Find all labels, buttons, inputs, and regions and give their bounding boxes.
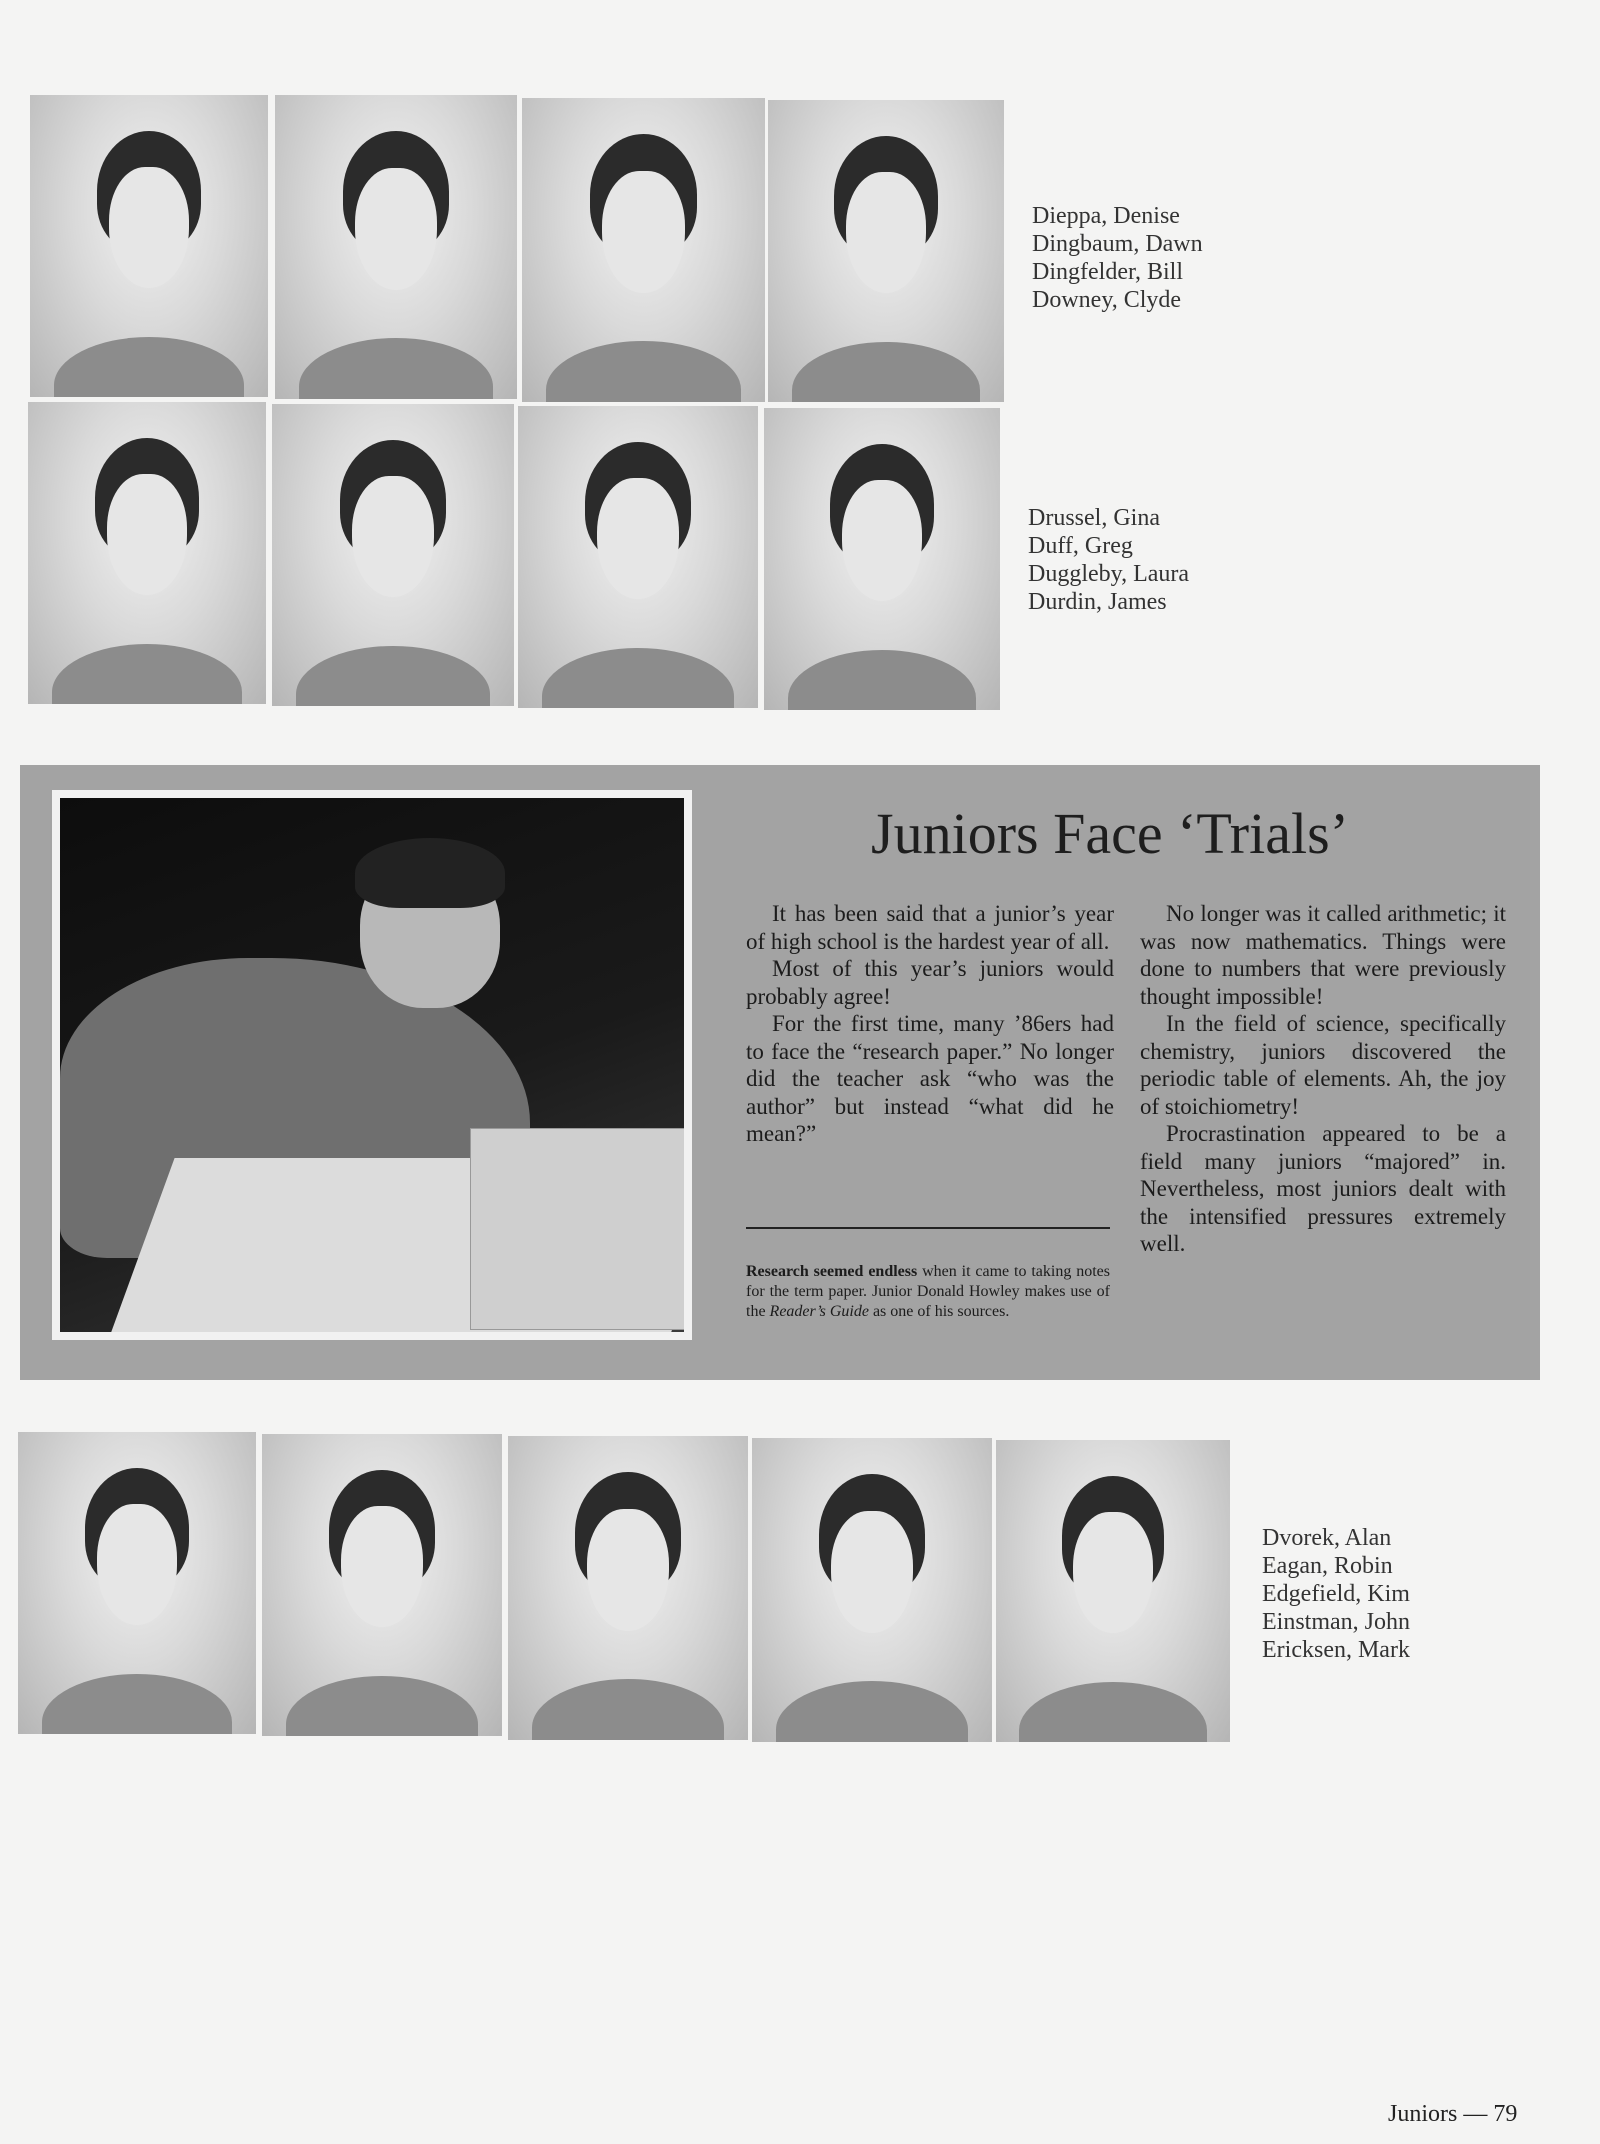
name-label: Durdin, James xyxy=(1028,589,1167,615)
name-label: Dieppa, Denise xyxy=(1032,203,1180,229)
article-paragraph: Most of this year’s juniors would probably agree! xyxy=(746,956,1114,1009)
portrait-drussel-gina xyxy=(28,402,266,704)
feature-photo xyxy=(52,790,692,1340)
row-1-names xyxy=(1032,202,1203,314)
name-label: Drussel, Gina xyxy=(1028,505,1160,531)
portrait-dingfelder-bill xyxy=(522,98,765,402)
portrait-eagan-robin xyxy=(262,1434,502,1736)
article-paragraph: It has been said that a junior’s year of high school is the hardest year of all. xyxy=(746,901,1114,954)
caption-italic: Reader’s Guide xyxy=(769,1303,869,1320)
portrait-ericksen-mark xyxy=(996,1440,1230,1742)
name-label: Einstman, John xyxy=(1262,1609,1410,1635)
article-paragraph: Procrastination appeared to be a field many juniors “majored” in. Nevertheless, most juniors dealt with the intensified pressures extremely well. xyxy=(1140,1121,1506,1256)
page-folio: Juniors — 79 xyxy=(1388,2101,1518,2127)
name-label: Dingfelder, Bill xyxy=(1032,259,1184,285)
name-label: Dvorek, Alan xyxy=(1262,1525,1392,1551)
portrait-dieppa-denise xyxy=(30,95,268,397)
caption-text: when it came to taking notes for the term paper. Junior Donald Howley makes use of the xyxy=(746,1263,1110,1320)
portrait-duff-greg xyxy=(272,404,514,706)
name-label: Ericksen, Mark xyxy=(1262,1637,1410,1663)
name-label: Duggleby, Laura xyxy=(1028,561,1190,587)
portrait-dvorek-alan xyxy=(18,1432,256,1734)
photo-caption xyxy=(746,1262,1110,1322)
article-right-column xyxy=(1140,900,1506,1258)
portrait-dingbaum-dawn xyxy=(275,95,517,399)
article-paragraph: No longer was it called arithmetic; it was now mathematics. Things were done to numbers that were previously thought impossible! xyxy=(1140,901,1506,1009)
row-2-names xyxy=(1028,504,1189,616)
caption-divider xyxy=(746,1227,1110,1229)
article-paragraph: For the first time, many ’86ers had to face the “research paper.” No longer did the teacher ask “who was the author” but instead “what did he mean?” xyxy=(746,1011,1114,1146)
name-label: Eagan, Robin xyxy=(1262,1553,1393,1579)
article-left-column xyxy=(746,900,1114,1148)
caption-lead: Research seemed endless xyxy=(746,1263,918,1280)
feature-title: Juniors Face ‘Trials’ xyxy=(871,801,1349,866)
name-label: Dingbaum, Dawn xyxy=(1032,231,1203,257)
portrait-einstman-john xyxy=(752,1438,992,1742)
name-label: Downey, Clyde xyxy=(1032,287,1182,313)
name-label: Edgefield, Kim xyxy=(1262,1581,1410,1607)
caption-text: as one of his sources. xyxy=(868,1303,1010,1320)
name-label: Duff, Greg xyxy=(1028,533,1133,559)
portrait-duggleby-laura xyxy=(518,406,758,708)
row-3-names xyxy=(1262,1524,1410,1664)
portrait-downey-clyde xyxy=(768,100,1004,402)
portrait-edgefield-kim xyxy=(508,1436,748,1740)
article-paragraph: In the field of science, specifically chemistry, juniors discovered the periodic table of elements. Ah, the joy of stoichiometry! xyxy=(1140,1011,1506,1119)
portrait-durdin-james xyxy=(764,408,1000,710)
